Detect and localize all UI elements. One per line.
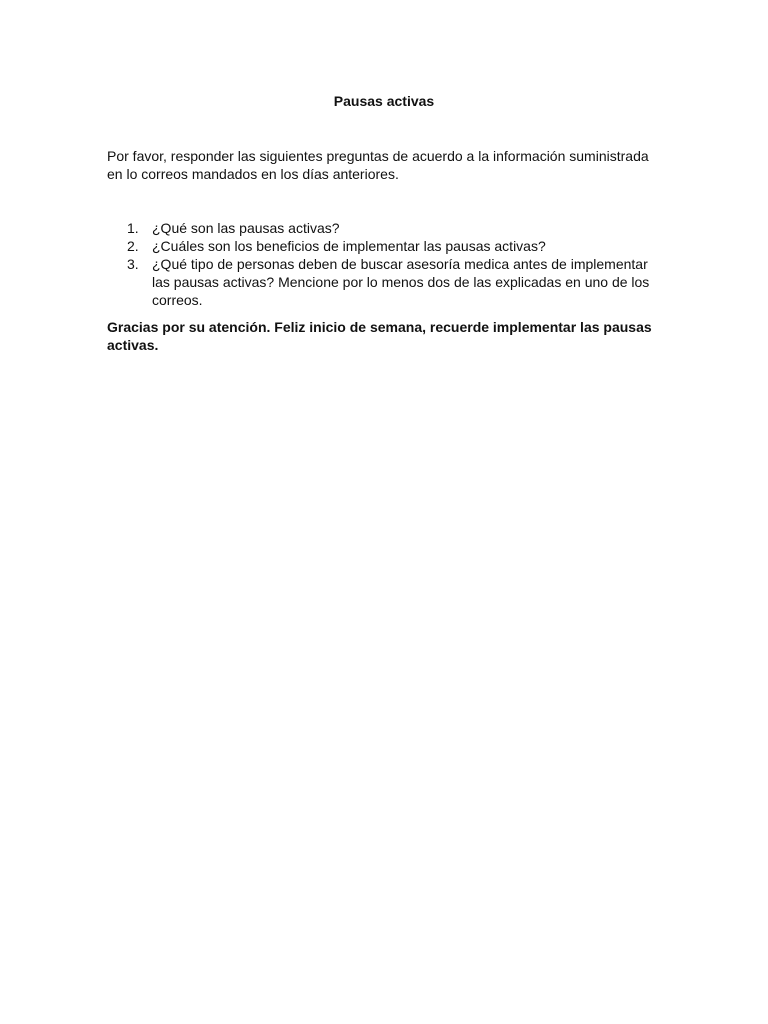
closing-paragraph: Gracias por su atención. Feliz inicio de semana, recuerde implementar las pausas activas.	[107, 319, 652, 353]
question-number: 2.	[127, 238, 139, 254]
intro-paragraph: Por favor, responder las siguientes preguntas de acuerdo a la información suministrada en lo correos mandados en los días anteriores.	[107, 148, 649, 182]
question-item	[107, 219, 667, 237]
document-title: Pausas activas	[333, 93, 435, 109]
question-item	[107, 255, 667, 309]
question-item	[107, 237, 667, 255]
question-text: ¿Cuáles son los beneficios de implementar las pausas activas?	[152, 238, 546, 254]
question-number: 1.	[127, 220, 139, 236]
question-number: 3.	[127, 256, 139, 272]
question-text: ¿Qué tipo de personas deben de buscar asesoría medica antes de implementar las pausas activas? Mencione por lo menos dos de las explicadas en uno de los correos.	[152, 256, 650, 308]
question-text: ¿Qué son las pausas activas?	[152, 220, 340, 236]
questions-list	[107, 219, 667, 309]
